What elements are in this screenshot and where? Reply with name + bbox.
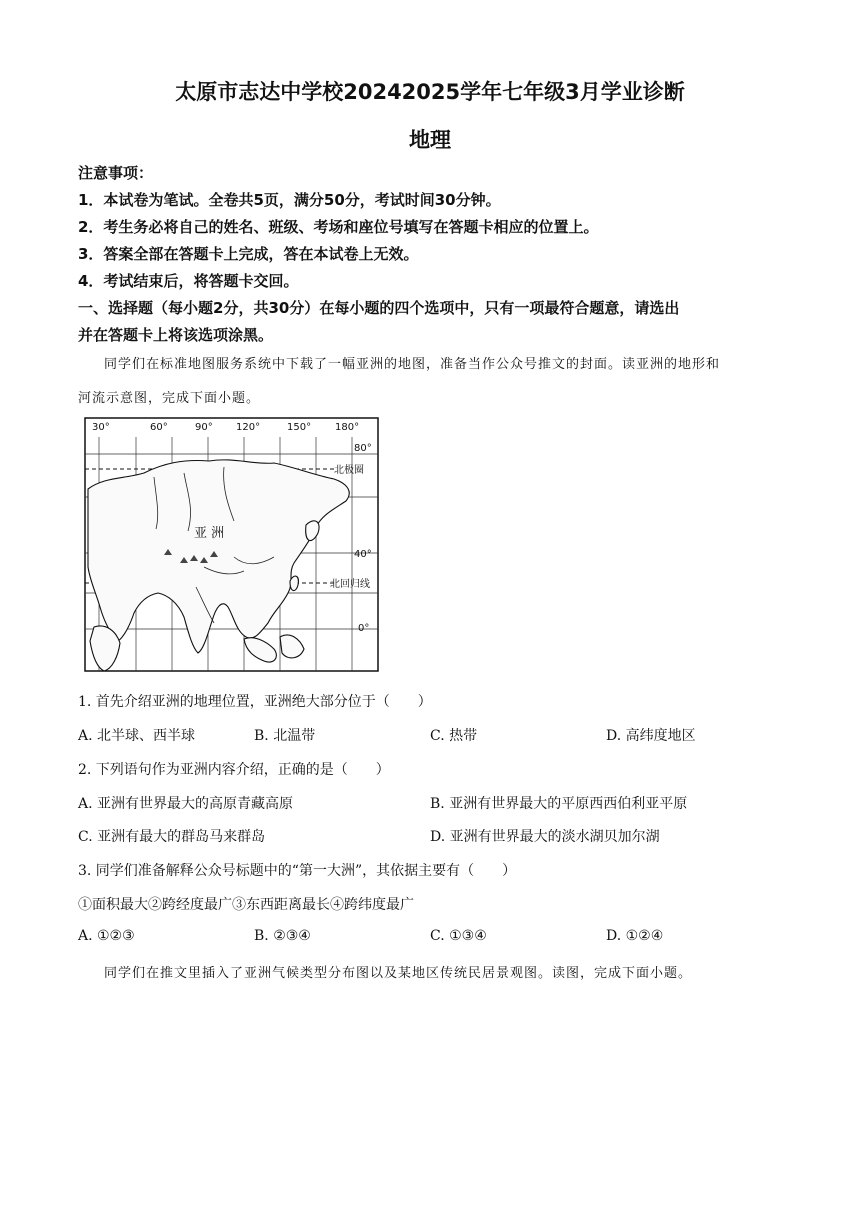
lon-label: 180° <box>335 422 360 433</box>
notice-item: 1．本试卷为笔试。全卷共5页，满分50分，考试时间30分钟。 <box>78 191 501 209</box>
notice-item: 2．考生务必将自己的姓名、班级、考场和座位号填写在答题卡相应的位置上。 <box>78 218 599 236</box>
intro-paragraph: 同学们在标准地图服务系统中下载了一幅亚洲的地图，准备当作公众号推文的封面。读亚洲的地形和 <box>104 357 721 372</box>
question-stem: 1. 首先介绍亚洲的地理位置，亚洲绝大部分位于（ ） <box>78 694 432 710</box>
option-a[interactable]: A. 亚洲有世界最大的高原青藏高原 <box>78 796 294 812</box>
option-a[interactable]: A. 北半球、西半球 <box>78 728 196 744</box>
tropic-of-cancer-label: 北回归线 <box>330 579 370 590</box>
option-d[interactable]: D. ①②④ <box>606 928 664 944</box>
option-c[interactable]: C. ①③④ <box>430 928 487 944</box>
arctic-circle-label: 北极圈 <box>334 465 364 476</box>
option-c[interactable]: C. 热带 <box>430 728 478 744</box>
continent-label: 亚 洲 <box>194 526 225 541</box>
lon-label: 150° <box>287 422 312 433</box>
notice-item: 3．答案全部在答题卡上完成，答在本试卷上无效。 <box>78 245 419 263</box>
notice-heading: 注意事项： <box>78 164 154 182</box>
lat-label: 0° <box>358 623 370 634</box>
lat-label: 40° <box>354 549 372 560</box>
lon-label: 90° <box>195 422 213 433</box>
question-stem: 3. 同学们准备解释公众号标题中的“第一大洲”，其依据主要有（ ） <box>78 863 517 879</box>
lon-label: 60° <box>150 422 168 433</box>
asia-map-figure <box>84 417 379 672</box>
option-c[interactable]: C. 亚洲有最大的群岛马来群岛 <box>78 829 266 845</box>
option-b[interactable]: B. 北温带 <box>254 728 316 744</box>
lat-label: 80° <box>354 443 372 454</box>
option-b[interactable]: B. ②③④ <box>254 928 311 944</box>
section-instruction-cont: 并在答题卡上将该选项涂黑。 <box>78 326 274 344</box>
lon-label: 30° <box>92 422 110 433</box>
option-d[interactable]: D. 高纬度地区 <box>606 728 696 744</box>
option-a[interactable]: A. ①②③ <box>78 928 135 944</box>
section-instruction: 一、选择题（每小题2分，共30分）在每小题的四个选项中，只有一项最符合题意，请选出 <box>78 299 680 317</box>
document-title: 太原市志达中学校20242025学年七年级3月学业诊断 <box>175 80 685 104</box>
question-choices-list: ①面积最大②跨经度最广③东西距离最长④跨纬度最广 <box>78 897 414 913</box>
question-stem: 2. 下列语句作为亚洲内容介绍，正确的是（ ） <box>78 762 390 778</box>
subject-title: 地理 <box>409 128 451 152</box>
option-d[interactable]: D. 亚洲有世界最大的淡水湖贝加尔湖 <box>430 829 660 845</box>
lon-label: 120° <box>236 422 261 433</box>
notice-item: 4．考试结束后，将答题卡交回。 <box>78 272 299 290</box>
option-b[interactable]: B. 亚洲有世界最大的平原西西伯利亚平原 <box>430 796 688 812</box>
intro-paragraph: 同学们在推文里插入了亚洲气候类型分布图以及某地区传统民居景观图。读图，完成下面小题。 <box>104 966 693 981</box>
intro-paragraph-cont: 河流示意图，完成下面小题。 <box>78 391 261 406</box>
